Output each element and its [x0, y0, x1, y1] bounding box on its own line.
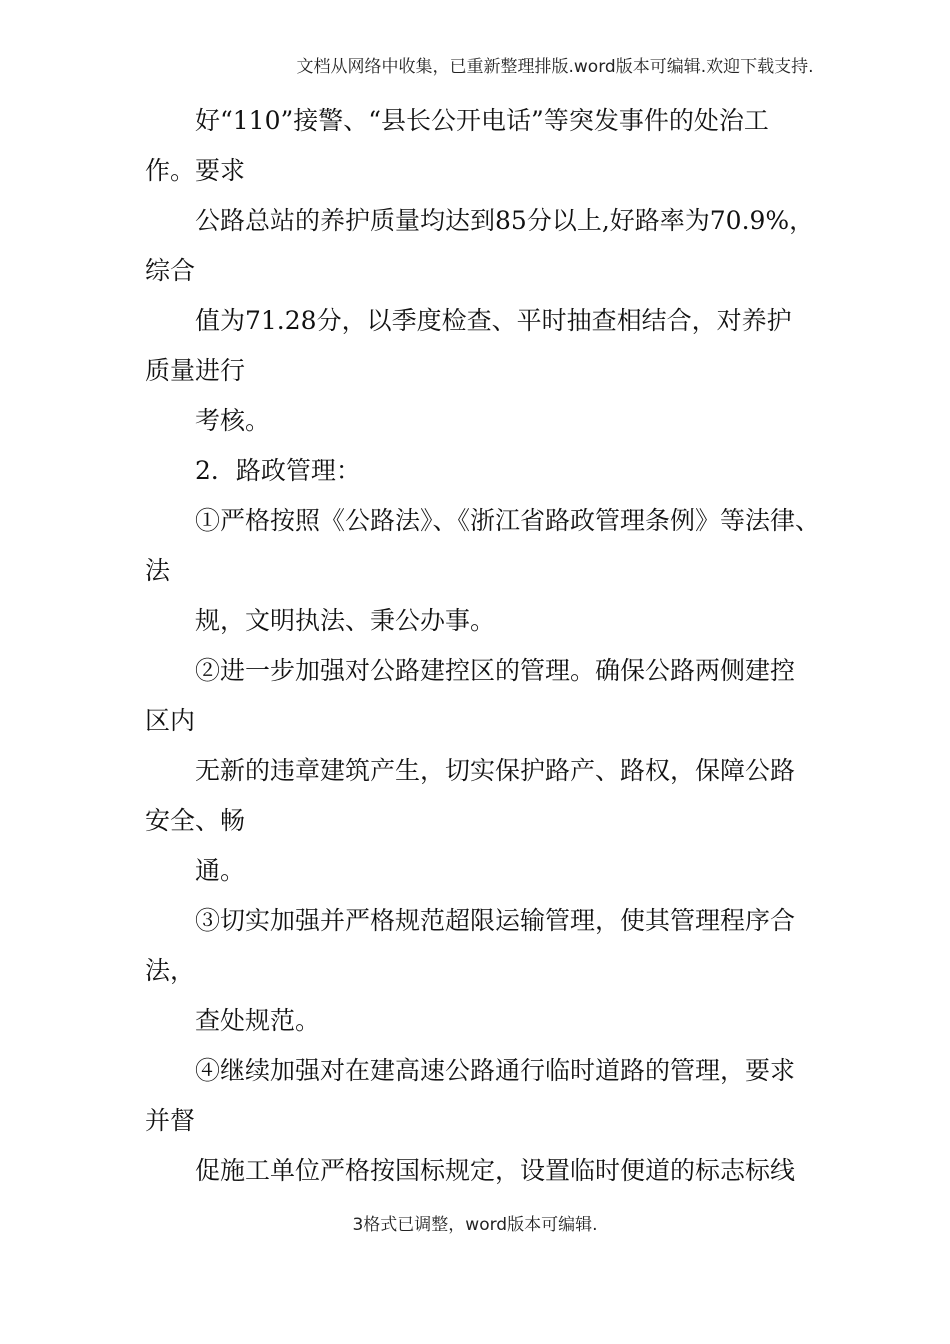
text-line: 质量进行 — [145, 356, 246, 385]
text-line: 公路总站的养护质量均达到85分以上,好路率为70.9%， — [195, 206, 815, 235]
text-line: ①严格按照《公路法》、《浙江省路政管理条例》等法律、 — [195, 506, 821, 535]
text-line: 规，文明执法、秉公办事。 — [195, 606, 496, 635]
text-line: 作。要求 — [145, 156, 246, 185]
text-line: 查处规范。 — [195, 1006, 321, 1035]
document-body — [145, 96, 821, 1196]
text-line: 并督 — [145, 1106, 196, 1135]
text-line: 通。 — [195, 856, 246, 885]
text-line: 考核。 — [195, 406, 271, 435]
text-line: 无新的违章建筑产生，切实保护路产、路权，保障公路 — [195, 756, 796, 785]
section-heading: 2．路政管理： — [195, 456, 361, 485]
text-line: 好“110”接警、“县长公开电话”等突发事件的处治工 — [195, 106, 769, 135]
page-footer — [0, 1210, 950, 1235]
text-line: 区内 — [145, 706, 196, 735]
text-line: ④继续加强对在建高速公路通行临时道路的管理，要求 — [195, 1056, 796, 1085]
header-text: 文档从网络中收集，已重新整理排版.word版本可编辑.欢迎下载支持. — [296, 57, 814, 77]
text-line: ②进一步加强对公路建控区的管理。确保公路两侧建控 — [195, 656, 796, 685]
text-line: 促施工单位严格按国标规定，设置临时便道的标志标线 — [195, 1156, 796, 1185]
text-line: 安全、畅 — [145, 806, 246, 835]
footer-text: 3格式已调整，word版本可编辑. — [352, 1215, 598, 1235]
text-line: 综合 — [145, 256, 196, 285]
page-header — [0, 52, 950, 77]
text-line: 法 — [145, 556, 171, 585]
text-line: ③切实加强并严格规范超限运输管理，使其管理程序合 — [195, 906, 796, 935]
text-line: 法， — [145, 956, 196, 985]
text-line: 值为71.28分，以季度检查、平时抽查相结合，对养护 — [195, 306, 792, 335]
